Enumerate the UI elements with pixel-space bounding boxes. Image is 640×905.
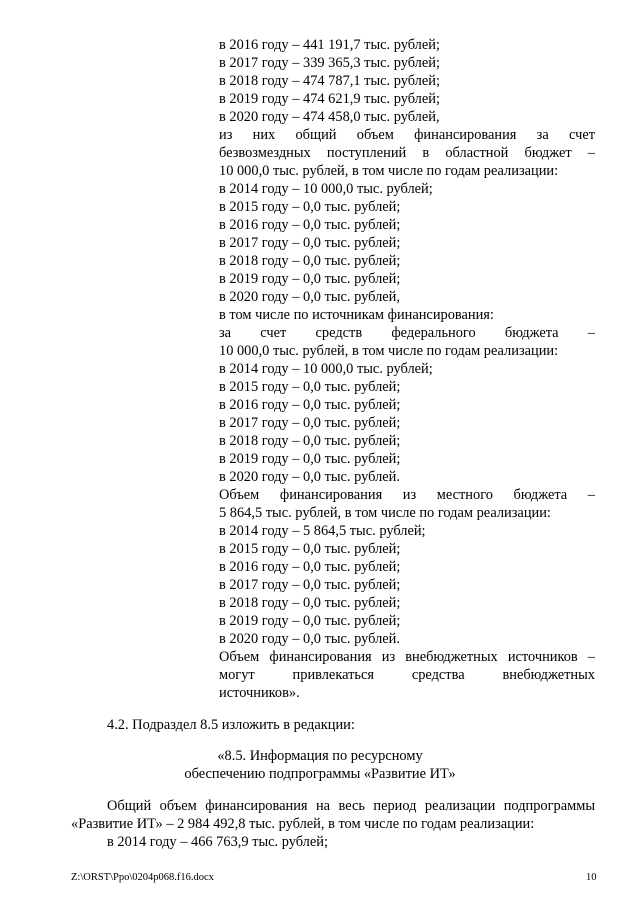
year-line: в 2015 году – 0,0 тыс. рублей; <box>219 541 401 557</box>
year-line: в 2020 году – 474 458,0 тыс. рублей, <box>219 109 440 125</box>
year-line: в 2019 году – 0,0 тыс. рублей; <box>219 613 401 629</box>
year-line: в 2020 году – 0,0 тыс. рублей. <box>219 469 400 485</box>
year-line: в 2019 году – 0,0 тыс. рублей; <box>219 271 401 287</box>
year-line: в 2016 году – 0,0 тыс. рублей; <box>219 217 401 233</box>
paragraph-line: 10 000,0 тыс. рублей, в том числе по годам реализации: <box>219 163 559 179</box>
year-line: в 2018 году – 0,0 тыс. рублей; <box>219 253 401 269</box>
paragraph-line: Объем финансирования из внебюджетных источников – <box>219 649 595 665</box>
year-line: в 2015 году – 0,0 тыс. рублей; <box>219 379 401 395</box>
year-line: в 2019 году – 0,0 тыс. рублей; <box>219 451 401 467</box>
section-title: «8.5. Информация по ресурсному <box>217 748 423 764</box>
year-line: в 2016 году – 0,0 тыс. рублей; <box>219 559 401 575</box>
year-line: в 2014 году – 466 763,9 тыс. рублей; <box>107 834 328 850</box>
paragraph-line: 10 000,0 тыс. рублей, в том числе по годам реализации: <box>219 343 559 359</box>
paragraph-line: в том числе по источникам финансирования: <box>219 307 494 323</box>
year-line: в 2020 году – 0,0 тыс. рублей, <box>219 289 400 305</box>
year-line: в 2014 году – 10 000,0 тыс. рублей; <box>219 181 433 197</box>
paragraph-line: «Развитие ИТ» – 2 984 492,8 тыс. рублей, в том числе по годам реализации: <box>71 816 535 832</box>
year-line: в 2014 году – 5 864,5 тыс. рублей; <box>219 523 426 539</box>
paragraph-line: за счет средств федерального бюджета – <box>219 325 595 341</box>
year-line: в 2016 году – 441 191,7 тыс. рублей; <box>219 37 440 53</box>
page-number: 10 <box>586 872 597 883</box>
paragraph-line: Общий объем финансирования на весь период реализации подпрограммы <box>107 798 595 814</box>
year-line: в 2015 году – 0,0 тыс. рублей; <box>219 199 401 215</box>
paragraph-line: могут привлекаться средства внебюджетных <box>219 667 595 683</box>
year-line: в 2017 году – 0,0 тыс. рублей; <box>219 577 401 593</box>
paragraph-line: безвозмездных поступлений в областной бюджет – <box>219 145 595 161</box>
year-line: в 2014 году – 10 000,0 тыс. рублей; <box>219 361 433 377</box>
paragraph-line: из них общий объем финансирования за счет <box>219 127 595 143</box>
year-line: в 2019 году – 474 621,9 тыс. рублей; <box>219 91 440 107</box>
section-title: обеспечению подпрограммы «Развитие ИТ» <box>184 766 456 782</box>
year-line: в 2017 году – 0,0 тыс. рублей; <box>219 235 401 251</box>
year-line: в 2017 году – 0,0 тыс. рублей; <box>219 415 401 431</box>
paragraph-line: источников». <box>219 685 300 701</box>
paragraph-line: 5 864,5 тыс. рублей, в том числе по годам реализации: <box>219 505 551 521</box>
footer-file-path: Z:\ORST\Ppo\0204p068.f16.docx <box>71 872 214 883</box>
year-line: в 2018 году – 0,0 тыс. рублей; <box>219 595 401 611</box>
year-line: в 2017 году – 339 365,3 тыс. рублей; <box>219 55 440 71</box>
year-line: в 2018 году – 474 787,1 тыс. рублей; <box>219 73 440 89</box>
paragraph-line: Объем финансирования из местного бюджета – <box>219 487 595 503</box>
year-line: в 2020 году – 0,0 тыс. рублей. <box>219 631 400 647</box>
year-line: в 2016 году – 0,0 тыс. рублей; <box>219 397 401 413</box>
item-4-2: 4.2. Подраздел 8.5 изложить в редакции: <box>107 717 355 733</box>
year-line: в 2018 году – 0,0 тыс. рублей; <box>219 433 401 449</box>
